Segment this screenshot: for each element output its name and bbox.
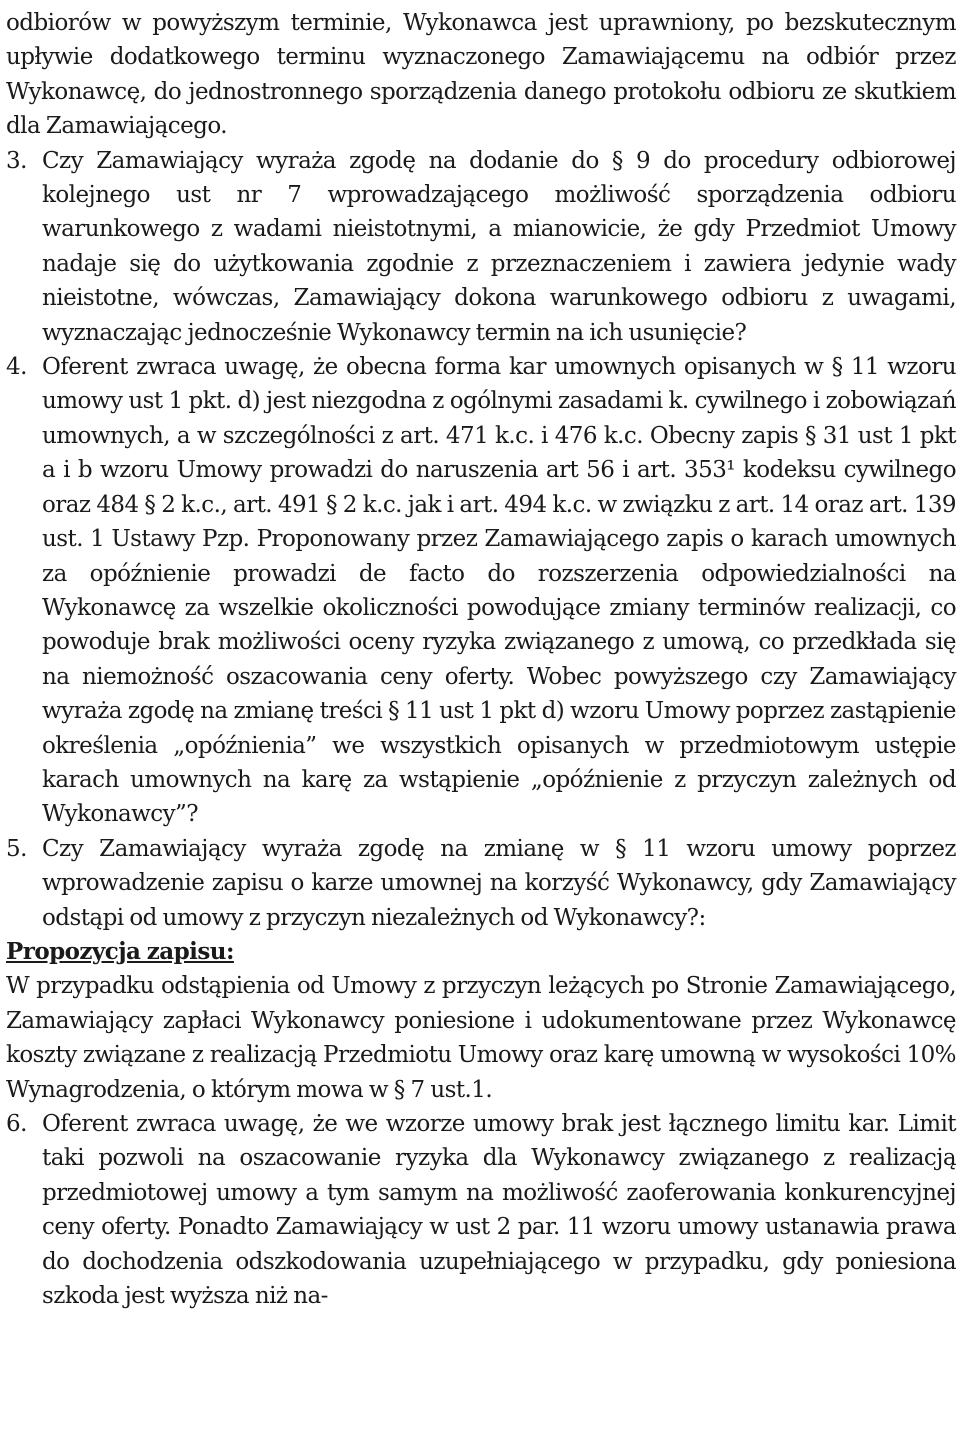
list-item-5 — [6, 832, 956, 935]
list-item-4 — [6, 350, 956, 832]
item-number: 4. — [6, 354, 27, 381]
item-number: 3. — [6, 147, 27, 174]
list-item-6 — [6, 1107, 956, 1313]
item-number: 5. — [6, 835, 27, 862]
item-text: Oferent zwraca uwagę, że we wzorze umowy brak jest łącznego limitu kar. Limit taki pozwoli na oszacowanie ryzyka dla Wykonawcy związanego z realizacją przedmiotowej umowy a tym samym na możliwość zaoferowania konkurencyjnej ceny oferty. Ponadto Zamawiający w ust 2 par. 11 wzoru umowy ustanawia prawa do dochodzenia odszkodowania uzupełniającego w przypadku, gdy poniesiona szkoda jest wyższa niż na- — [42, 1111, 956, 1310]
item-number: 6. — [6, 1111, 27, 1137]
proposal-paragraph: W przypadku odstąpienia od Umowy z przyczyn leżących po Stronie Zamawiającego, Zamawiający zapłaci Wykonawcy poniesione i udokumentowane przez Wykonawcę koszty związane z realizacją Przedmiotu Umowy oraz karę umowną w wysokości 10% Wynagrodzenia, o którym mowa w § 7 ust.1. — [6, 973, 956, 1103]
item-text: Czy Zamawiający wyraża zgodę na dodanie do § 9 do procedury odbiorowej kolejnego ust nr 7 wprowadzającego możliwość sporządzenia odbioru warunkowego z wadami nieistotnymi, a mianowicie, że gdy Przedmiot Umowy nadaje się do użytkowania zgodnie z przeznaczeniem i zawiera jedynie wady nieistotne, wówczas, Zamawiający dokona warunkowego odbioru z uwagami, wyznaczając jednocześnie Wykonawcy termin na ich usunięcie? — [42, 147, 956, 346]
item-text: Oferent zwraca uwagę, że obecna forma kar umownych opisanych w § 11 wzoru umowy ust 1 pkt. d) jest niezgodna z ogólnymi zasadami k. cywilnego i zobowiązań umownych, a w szczególności z art. 471 k.c. i 476 k.c. Obecny zapis § 31 ust 1 pkt a i b wzoru Umowy prowadzi do naruszenia art 56 i art. 353¹ kodeksu cywilnego oraz 484 § 2 k.c., art. 491 § 2 k.c. jak i art. 494 k.c. w związku z art. 14 oraz art. 139 ust. 1 Ustawy Pzp. Proponowany przez Zamawiającego zapis o karach umownych za opóźnienie prowadzi de facto do rozszerzenia odpowiedzialności na Wykonawcę za wszelkie okoliczności powodujące zmiany terminów realizacji, co powoduje brak możliwości oceny ryzyka związanego z umową, co przedkłada się na niemożność oszacowania ceny oferty. Wobec powyższego czy Zamawiający wyraża zgodę na zmianę treści § 11 ust 1 pkt d) wzoru Umowy poprzez zastąpienie określenia „opóźnienia” we wszystkich opisanych w przedmiotowym ustępie karach umownych na karę za wstąpienie „opóźnienie z przyczyn zależnych od Wykonawcy”? — [42, 354, 956, 828]
list-item-3 — [6, 144, 956, 350]
proposal-heading: Propozycja zapisu: — [6, 937, 234, 965]
intro-paragraph: odbiorów w powyższym terminie, Wykonawca jest uprawniony, po bezskutecznym upływie dodatkowego terminu wyznaczonego Zamawiającemu na odbiór przez Wykonawcę, do jednostronnego sporządzenia danego protokołu odbioru ze skutkiem dla Zamawiającego. — [6, 10, 956, 140]
document-page — [6, 6, 956, 1313]
item-text: Czy Zamawiający wyraża zgodę na zmianę w § 11 wzoru umowy poprzez wprowadzenie zapisu o karze umownej na korzyść Wykonawcy, gdy Zamawiający odstąpi od umowy z przyczyn niezależnych od Wykonawcy?: — [42, 835, 956, 931]
